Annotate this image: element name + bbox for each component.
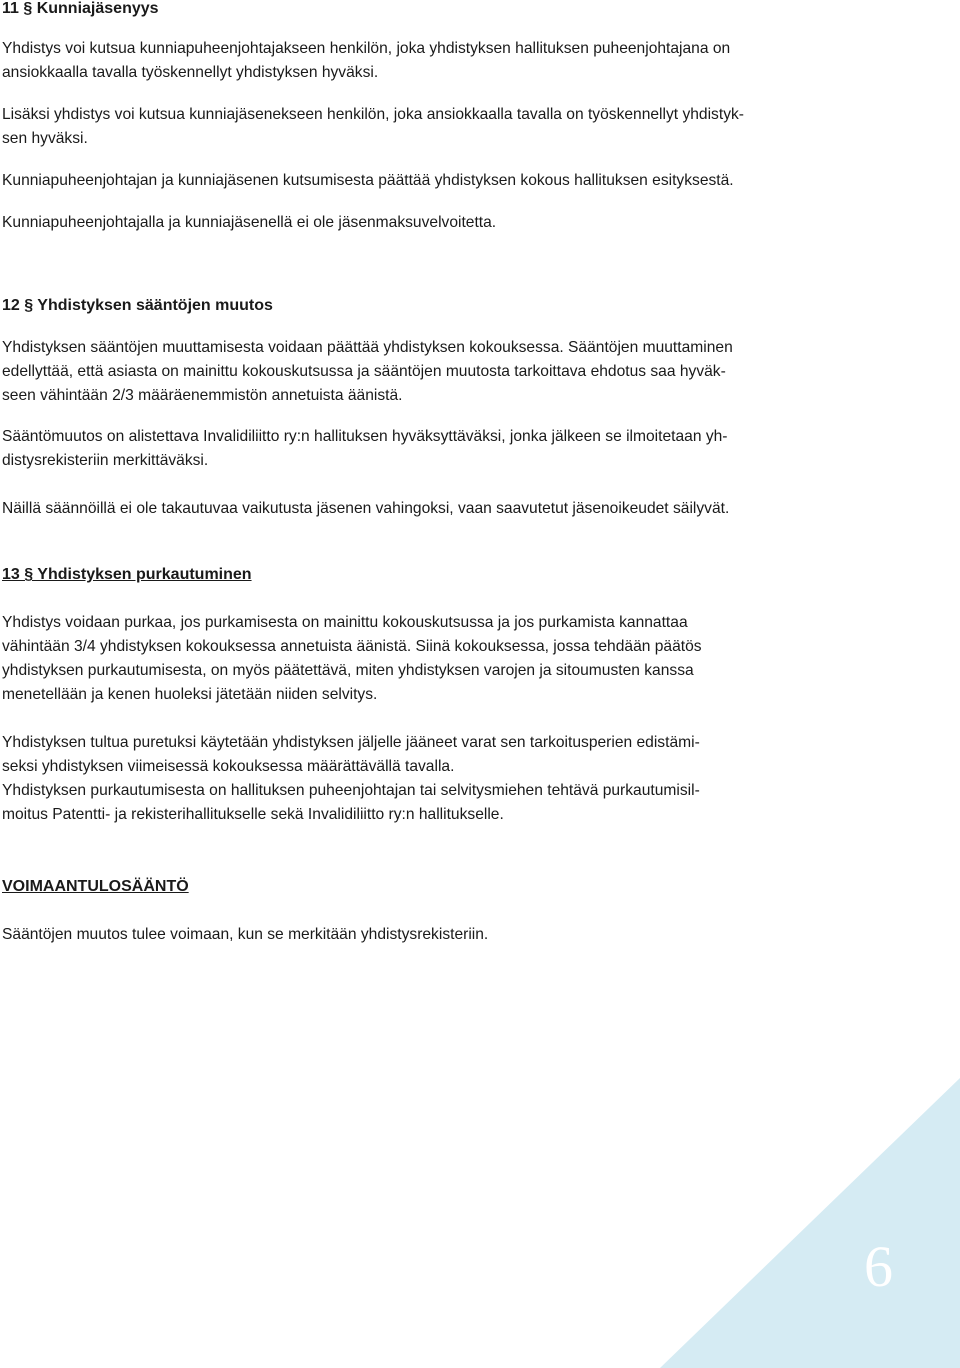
page-number: 6 bbox=[864, 1234, 893, 1299]
section-11-line-6: Kunniapuheenjohtajalla ja kunniajäsenellä ei ole jäsenmaksuvelvoitetta. bbox=[2, 214, 497, 231]
section-11-line-3: Lisäksi yhdistys voi kutsua kunniajäsenekseen henkilön, joka ansiokkaalla tavalla on työskennellyt yhdistyk- bbox=[2, 106, 744, 123]
section-13-title: 13 § Yhdistyksen purkautuminen bbox=[2, 566, 252, 583]
section-13-line-2: vähintään 3/4 yhdistyksen kokouksessa annetuista äänistä. Siinä kokouksessa, jossa tehdään päätös bbox=[2, 638, 702, 655]
section-11-line-4: sen hyväksi. bbox=[2, 130, 88, 147]
section-13-line-4: menetellään ja kenen huoleksi jätetään niiden selvitys. bbox=[2, 686, 378, 703]
section-12-line-5: distysrekisteriin merkittäväksi. bbox=[2, 452, 209, 469]
section-13-line-3: yhdistyksen purkautumisesta, on myös päätettävä, miten yhdistyksen varojen ja sitoumusten kanssa bbox=[2, 662, 694, 679]
effective-clause-title: VOIMAANTULOSÄÄNTÖ bbox=[2, 878, 189, 895]
section-13-line-5: Yhdistyksen tultua puretuksi käytetään yhdistyksen jäljelle jääneet varat sen tarkoitusperien edistämi- bbox=[2, 734, 700, 751]
section-11-line-2: ansiokkaalla tavalla työskennellyt yhdistyksen hyväksi. bbox=[2, 64, 379, 81]
section-11-title: 11 § Kunniajäsenyys bbox=[2, 0, 159, 17]
section-11-line-1: Yhdistys voi kutsua kunniapuheenjohtajakseen henkilön, joka yhdistyksen hallituksen puheenjohtajana on bbox=[2, 40, 731, 57]
section-11-line-5: Kunniapuheenjohtajan ja kunniajäsenen kutsumisesta päättää yhdistyksen kokous hallituksen esityksestä. bbox=[2, 172, 734, 189]
section-12-line-6: Näillä säännöillä ei ole takautuvaa vaikutusta jäsenen vahingoksi, vaan saavutetut jäsenoikeudet säilyvät. bbox=[2, 500, 730, 517]
corner-triangle bbox=[660, 1078, 960, 1368]
effective-clause-line-1: Sääntöjen muutos tulee voimaan, kun se merkitään yhdistysrekisteriin. bbox=[2, 926, 489, 943]
section-12-line-4: Sääntömuutos on alistettava Invalidiliitto ry:n hallituksen hyväksyttäväksi, jonka jälkeen se ilmoitetaan yh- bbox=[2, 428, 728, 445]
section-12-line-1: Yhdistyksen sääntöjen muuttamisesta voidaan päättää yhdistyksen kokouksessa. Sääntöjen muuttaminen bbox=[2, 339, 733, 356]
section-12-title: 12 § Yhdistyksen sääntöjen muutos bbox=[2, 297, 273, 314]
section-13-line-8: moitus Patentti- ja rekisterihallitukselle sekä Invalidiliitto ry:n hallitukselle. bbox=[2, 806, 504, 823]
section-12-line-2: edellyttää, että asiasta on mainittu kokouskutsussa ja sääntöjen muutosta tarkoittava ehdotus saa hyväk- bbox=[2, 363, 726, 380]
section-12-line-3: seen vähintään 2/3 määräenemmistön annetuista äänistä. bbox=[2, 387, 403, 404]
section-13-line-1: Yhdistys voidaan purkaa, jos purkamisesta on mainittu kokouskutsussa ja jos purkamista kannattaa bbox=[2, 614, 688, 631]
section-13-line-6: seksi yhdistyksen viimeisessä kokouksessa määrättävällä tavalla. bbox=[2, 758, 455, 775]
corner-decoration bbox=[660, 1078, 960, 1368]
section-13-line-7: Yhdistyksen purkautumisesta on hallituksen puheenjohtajan tai selvitysmiehen tehtävä purkautumisil- bbox=[2, 782, 700, 799]
